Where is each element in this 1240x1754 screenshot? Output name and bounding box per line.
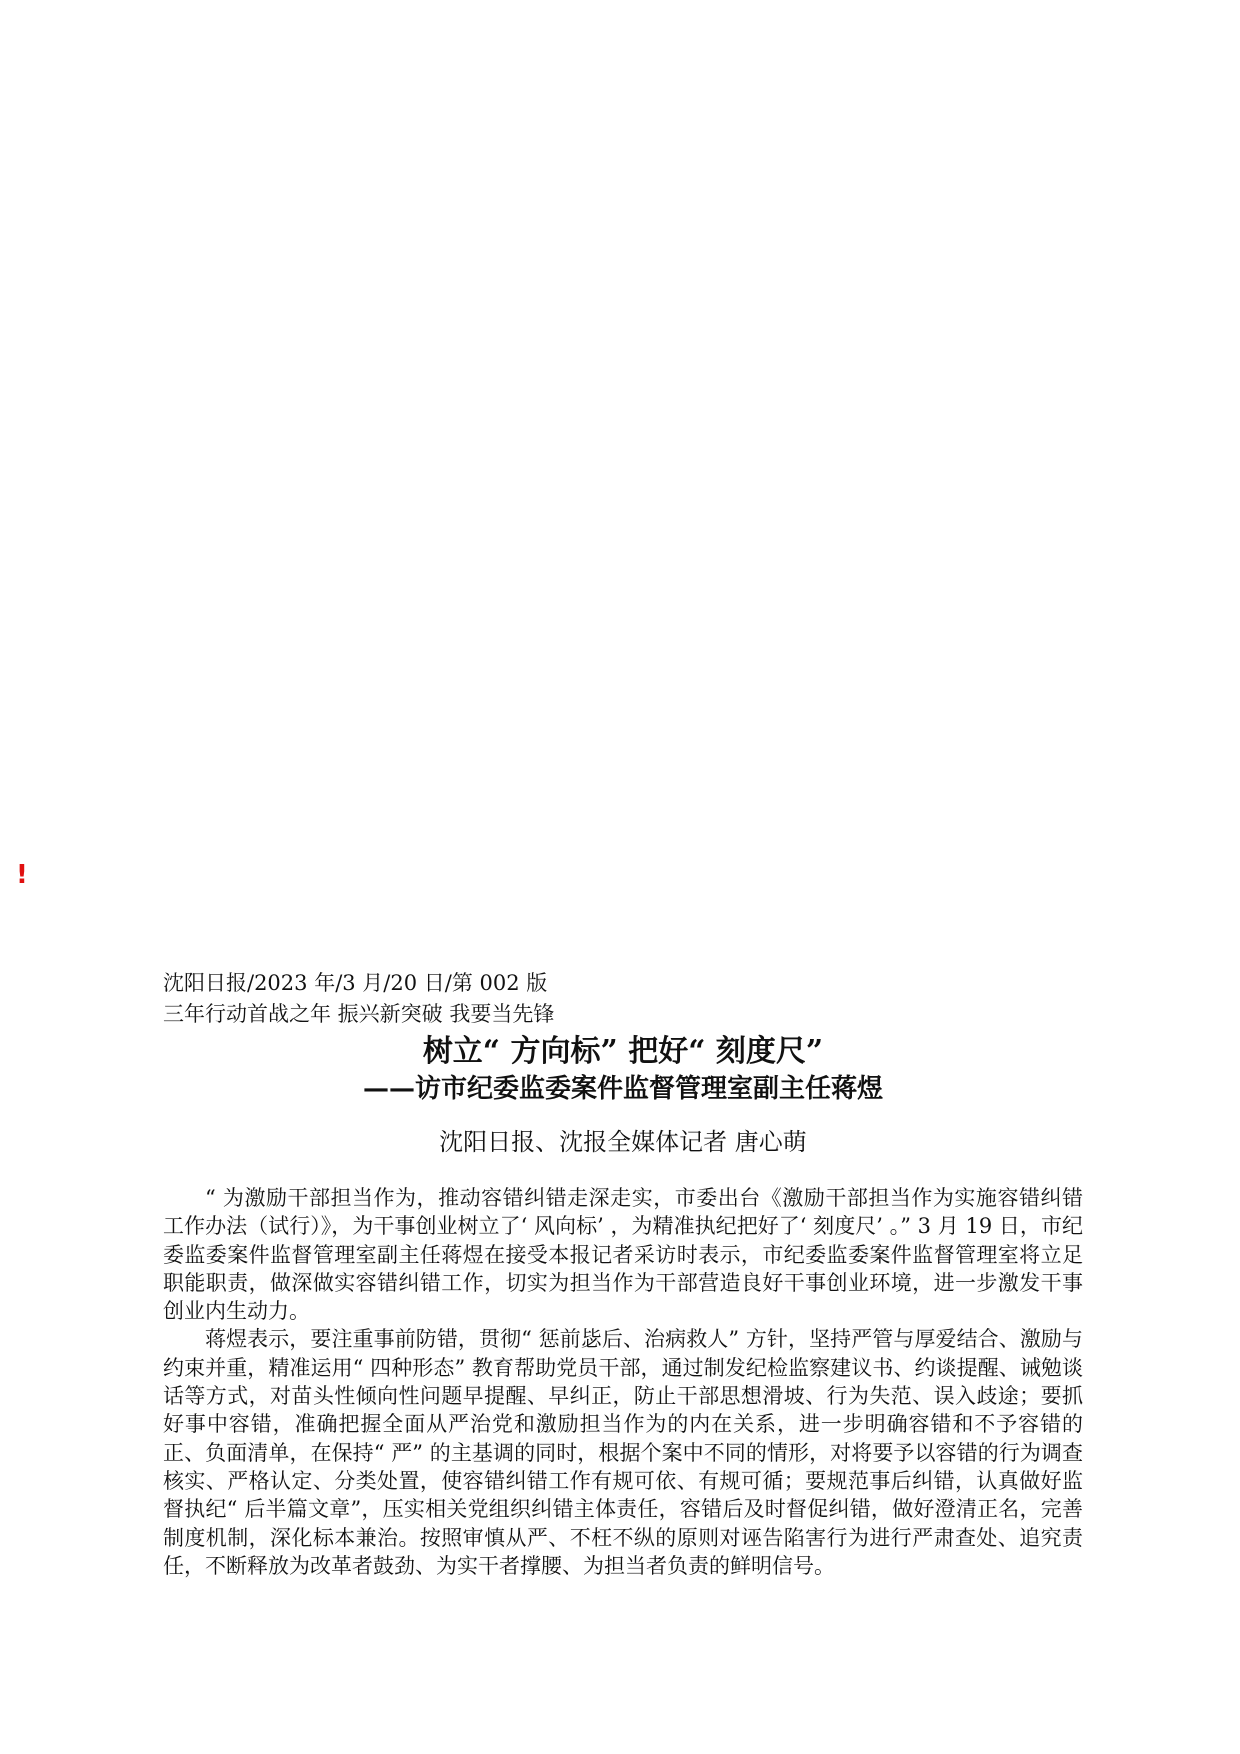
subheadline: ——访市纪委监委案件监督管理室副主任蒋煜 [362, 1074, 883, 1104]
body-paragraph-2: 蒋煜表示，要注重事前防错，贯彻“ 惩前毖后、治病救人” 方针，坚持严管与厚爱结合、激励与约束并重，精准运用“ 四种形态” 教育帮助党员干部，通过制发纪检监察建议书、约谈提醒、诫勉谈话等方式，对苗头性倾向性问题早提醒、早纠正，防止干部思想滑坡、行为失范、误入歧途；要抓好事中容错，准确把握全面从严治党和激励担当作为的内在关系，进一步明确容错和不予容错的正、负面清单，在保持“ 严” 的主基调的同时，根据个案中不同的情形，对将要予以容错的行为调查核实、严格认定、分类处置，使容错纠错工作有规可依、有规可循；要规范事后纠错，认真做好监督执纪“ 后半篇文章”，压实相关党组织纠错主体责任，容错后及时督促纠错，做好澄清正名，完善制度机制，深化标本兼治。按照审慎从严、不枉不纵的原则对诬告陷害行为进行严肃查处、追究责任，不断释放为改革者鼓劲、为实干者撑腰、为担当者负责的鲜明信号。 [163, 1327, 1083, 1578]
byline: 沈阳日报、沈报全媒体记者 唐心萌 [439, 1128, 807, 1156]
warning-marker: ! [16, 860, 28, 890]
headline: 树立“ 方向标” 把好“ 刻度尺” [422, 1034, 824, 1069]
body-paragraph-1: “ 为激励干部担当作为，推动容错纠错走深走实，市委出台《激励干部担当作为实施容错纠错工作办法（试行）》，为干事创业树立了‘ 风向标’ ，为精准执纪把好了‘ 刻度尺’ 。” 3 月 19 日，市纪委监委案件监督管理室副主任蒋煜在接受本报记者采访时表示，市纪委监委案件监督管理室将立足职能职责，做深做实容错纠错工作，切实为担当作为干部营造良好干事创业环境，进一步激发干事创业内生动力。 [163, 1186, 1083, 1324]
source-line: 沈阳日报/2023 年/3 月/20 日/第 002 版 [163, 971, 548, 995]
article [163, 968, 1083, 1580]
column-line: 三年行动首战之年 振兴新突破 我要当先锋 [163, 1002, 555, 1026]
